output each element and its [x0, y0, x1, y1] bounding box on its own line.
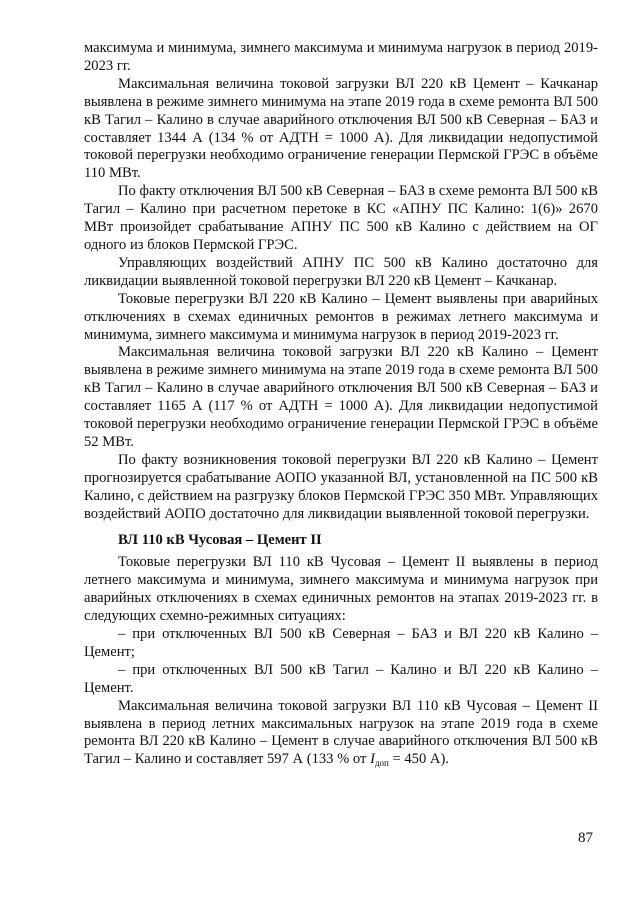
list-item: – при отключенных ВЛ 500 кВ Тагил – Калино и ВЛ 220 кВ Калино – Цемент. — [84, 661, 598, 696]
page-number: 87 — [578, 830, 593, 846]
paragraph: максимума и минимума, зимнего максимума и минимума нагрузок в период 2019-2023 гг. — [84, 40, 598, 74]
paragraph: Управляющих воздействий АПНУ ПС 500 кВ Калино достаточно для ликвидации выявленной токовой перегрузки ВЛ 220 кВ Цемент – Качканар. — [84, 254, 598, 289]
document-body — [84, 40, 598, 770]
paragraph-text: Максимальная величина токовой загрузки ВЛ 110 кВ Чусовая – Цемент II выявлена в период летних максимальных нагрузок на этапе 2019 года в схеме ремонта ВЛ 220 кВ Калино – Цемент в случае аварийного отключения ВЛ 500 кВ Тагил – Калино и составляет 597 А (133 % от — [84, 697, 598, 768]
paragraph: Токовые перегрузки ВЛ 110 кВ Чусовая – Цемент II выявлены в период летнего максимума и минимума, зимнего максимума и минимума нагрузок при аварийных отключениях в схемах единичных ремонтов на этапах 2019-2023 гг. в следующих схемно-режимных ситуациях: — [84, 554, 598, 625]
paragraph: Максимальная величина токовой загрузки ВЛ 220 кВ Цемент – Качканар выявлена в режиме зимнего минимума на этапе 2019 года в схеме ремонта ВЛ 500 кВ Тагил – Калино в случае аварийного отключения ВЛ 500 кВ Северная – БАЗ и составляет 1344 А (134 % от АДТН = 1000 А). Для ликвидации недопустимой токовой перегрузки необходимо ограничение генерации Пермской ГРЭС в объёме 110 МВт. — [84, 75, 598, 182]
current-symbol: I — [370, 751, 375, 768]
list-item: – при отключенных ВЛ 500 кВ Северная – БАЗ и ВЛ 220 кВ Калино – Цемент; — [84, 626, 598, 660]
paragraph: По факту отключения ВЛ 500 кВ Северная – БАЗ в схеме ремонта ВЛ 500 кВ Тагил – Калино при расчетном перетоке в КС «АПНУ ПС Калино: 1(6)» 2670 МВт произойдет срабатывание АПНУ ПС 500 кВ Калино с действием на ОГ одного из блоков Пермской ГРЭС. — [84, 183, 598, 253]
paragraph-tail: = 450 А). — [388, 751, 449, 768]
paragraph: Максимальная величина токовой загрузки ВЛ 220 кВ Калино – Цемент выявлена в режиме зимнего минимума на этапе 2019 года в схеме ремонта ВЛ 500 кВ Тагил – Калино в случае аварийного отключения ВЛ 500 кВ Северная – БАЗ и составляет 1165 А (117 % от АДТН = 1000 А). Для ликвидации недопустимой токовой перегрузки необходимо ограничение генерации Пермской ГРЭС в объёме 52 МВт. — [84, 344, 598, 450]
paragraph: По факту возникновения токовой перегрузки ВЛ 220 кВ Калино – Цемент прогнозируется срабатывание АОПО указанной ВЛ, установленной на ПС 500 кВ Калино, с действием на разгрузку блоков Пермской ГРЭС 350 МВт. Управляющих воздействий АОПО достаточно для ликвидации выявленной токовой перегрузки. — [84, 451, 598, 522]
paragraph — [84, 698, 598, 771]
paragraph: Токовые перегрузки ВЛ 220 кВ Калино – Цемент выявлены при аварийных отключениях в схемах единичных ремонтов в режимах летнего максимума и минимума, зимнего максимума и минимума нагрузок в период 2019-2023 гг. — [84, 290, 598, 343]
current-subscript: доп — [374, 758, 389, 769]
section-heading: ВЛ 110 кВ Чусовая – Цемент II — [118, 532, 322, 549]
